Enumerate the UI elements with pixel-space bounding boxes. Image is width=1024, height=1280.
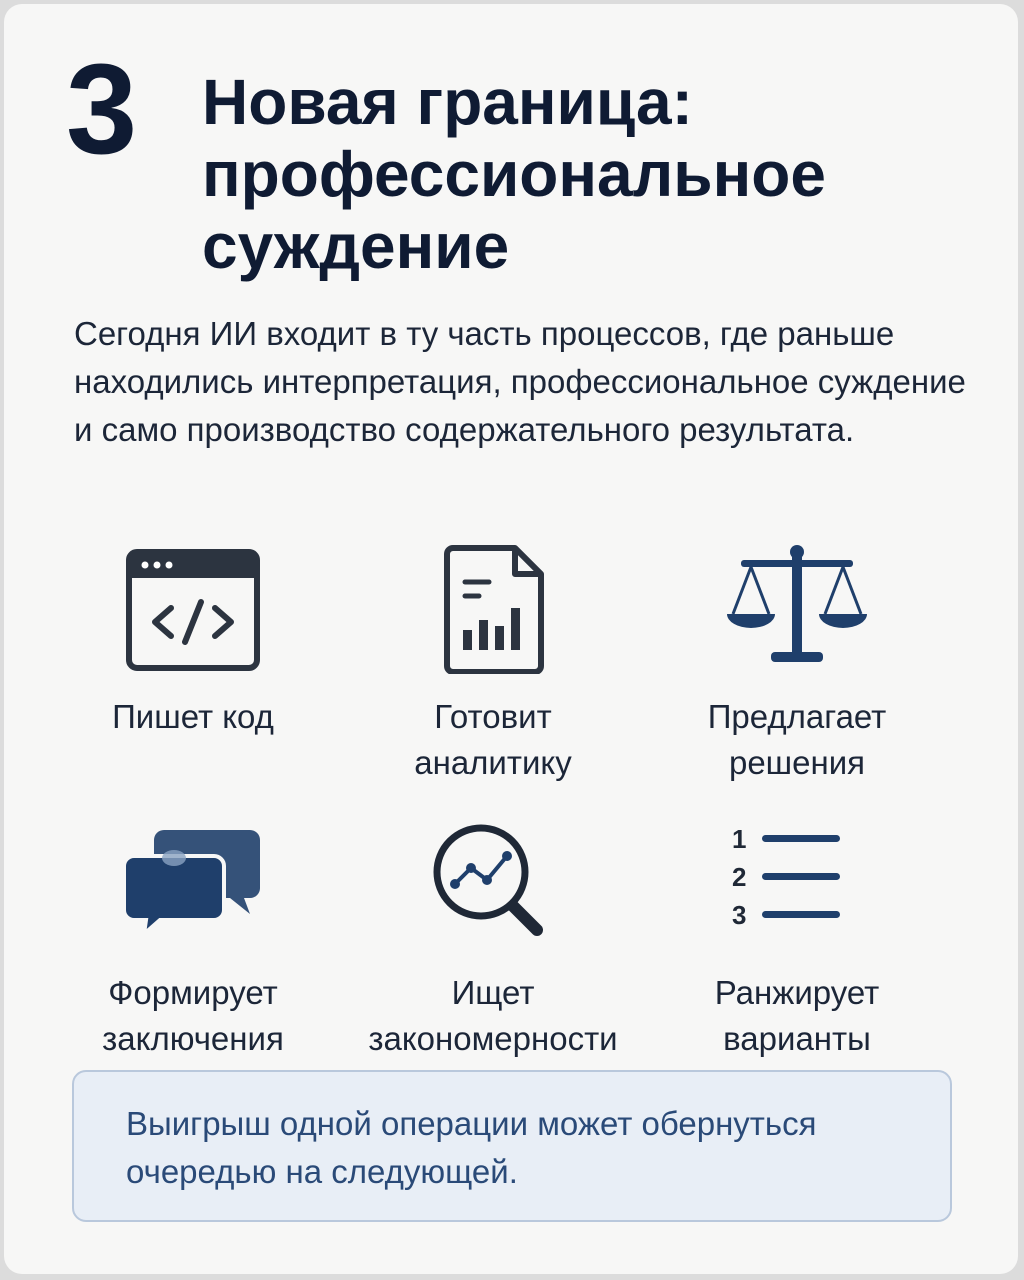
capability-label: Пишет код: [112, 698, 274, 735]
slide-card: [4, 4, 1018, 1274]
code-window-icon: [123, 534, 263, 674]
capability-label: Формирует заключения: [102, 974, 284, 1057]
capability-item-analytics: [340, 534, 646, 786]
capability-label: Готовит аналитику: [414, 698, 572, 781]
chat-bubbles-icon: [118, 818, 268, 938]
lead-paragraph: Сегодня ИИ входит в ту часть процессов, где раньше находились интерпретация, профессиональное суждение и само производство содержательного результата.: [74, 315, 966, 448]
ranked-list-icon: [732, 818, 862, 942]
capability-item-patterns: [340, 818, 646, 1062]
magnifier-trend-icon: [423, 818, 563, 942]
callout-text: Выигрыш одной операции может обернуться очередью на следующей.: [126, 1105, 817, 1190]
rank-number: 1: [732, 824, 747, 854]
section-number: 3: [66, 38, 138, 181]
scales-icon: [717, 534, 877, 674]
capability-label: Предлагает решения: [707, 698, 887, 781]
page-title: Новая граница: профессиональное суждение: [202, 66, 826, 282]
report-chart-icon: [423, 534, 563, 674]
rank-bar: [762, 873, 840, 880]
callout-box: [72, 1070, 952, 1222]
rank-number: 2: [732, 862, 747, 892]
rank-bar: [762, 835, 840, 842]
rank-bar: [762, 911, 840, 918]
rank-number: 3: [732, 900, 747, 930]
capability-label: Ранжирует варианты: [714, 974, 880, 1057]
capability-item-ranking: [644, 818, 950, 1062]
capability-item-decisions: [644, 534, 950, 786]
capability-item-code: [40, 534, 346, 740]
capability-label: Ищет закономерности: [368, 974, 618, 1057]
capability-item-conclusions: [40, 818, 346, 1062]
